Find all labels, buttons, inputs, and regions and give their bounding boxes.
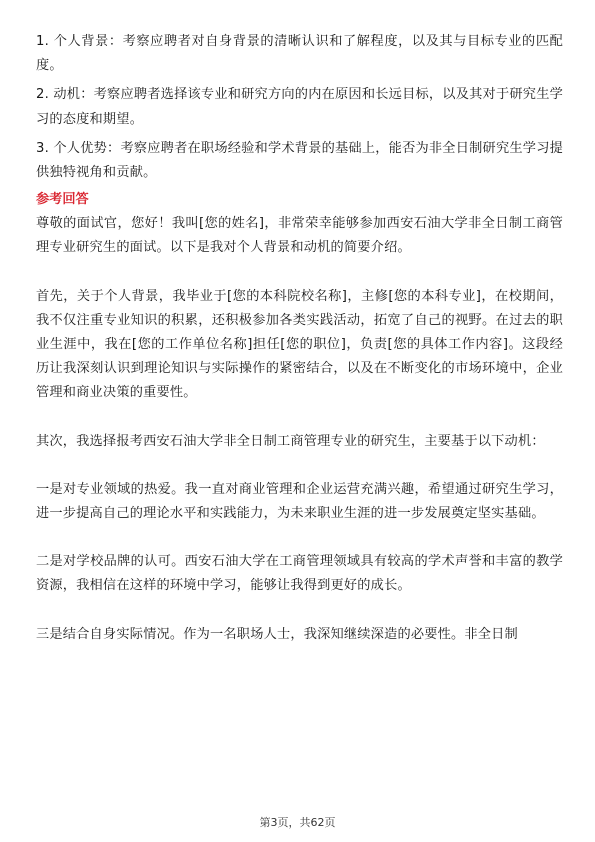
paragraph-greeting: 尊敬的面试官，您好！我叫[您的姓名]，非常荣幸能够参加西安石油大学非全日制工商管理专业研究生的面试。以下是我对个人背景和动机的简要介绍。 [36,216,563,256]
paragraph-motivation-intro: 其次，我选择报考西安石油大学非全日制工商管理专业的研究生，主要基于以下动机： [36,433,545,449]
paragraph-background: 首先，关于个人背景，我毕业于[您的本科院校名称]，主修[您的本科专业]，在校期间，我不仅注重专业知识的积累，还积极参加各类实践活动，拓宽了自己的视野。在过去的职业生涯中，我在[您的工作单位名称]担任[您的职位]，负责[您的具体工作内容]。这段经历让我深刻认识到理论知识与实际操作的紧密结合，以及在不断变化的市场环境中，企业管理和商业决策的重要性。 [36,288,563,401]
consideration-motivation: 2. 动机：考察应聘者选择该专业和研究方向的内在原因和长远目标，以及其对于研究生学习的态度和期望。 [36,87,563,127]
answer-heading: 参考回答 [36,192,89,208]
page-number-footer: 第3页，共62页 [259,816,336,829]
paragraph-motivation-one: 一是对专业领域的热爱。我一直对商业管理和企业运营充满兴趣，希望通过研究生学习，进一步提高自己的理论水平和实践能力，为未来职业生涯的进一步发展奠定坚实基础。 [36,481,563,522]
consideration-personal-background: 1. 个人背景：考察应聘者对自身背景的清晰认识和了解程度，以及其与目标专业的匹配度。 [36,34,563,74]
paragraph-motivation-two: 二是对学校品牌的认可。西安石油大学在工商管理领域具有较高的学术声誉和丰富的教学资源，我相信在这样的环境中学习，能够让我得到更好的成长。 [36,554,563,594]
consideration-personal-strength: 3. 个人优势：考察应聘者在职场经验和学术背景的基础上，能否为非全日制研究生学习提供独特视角和贡献。 [36,140,563,181]
paragraph-motivation-three: 三是结合自身实际情况。作为一名职场人士，我深知继续深造的必要性。非全日制 [36,626,518,642]
document-body [36,30,563,647]
